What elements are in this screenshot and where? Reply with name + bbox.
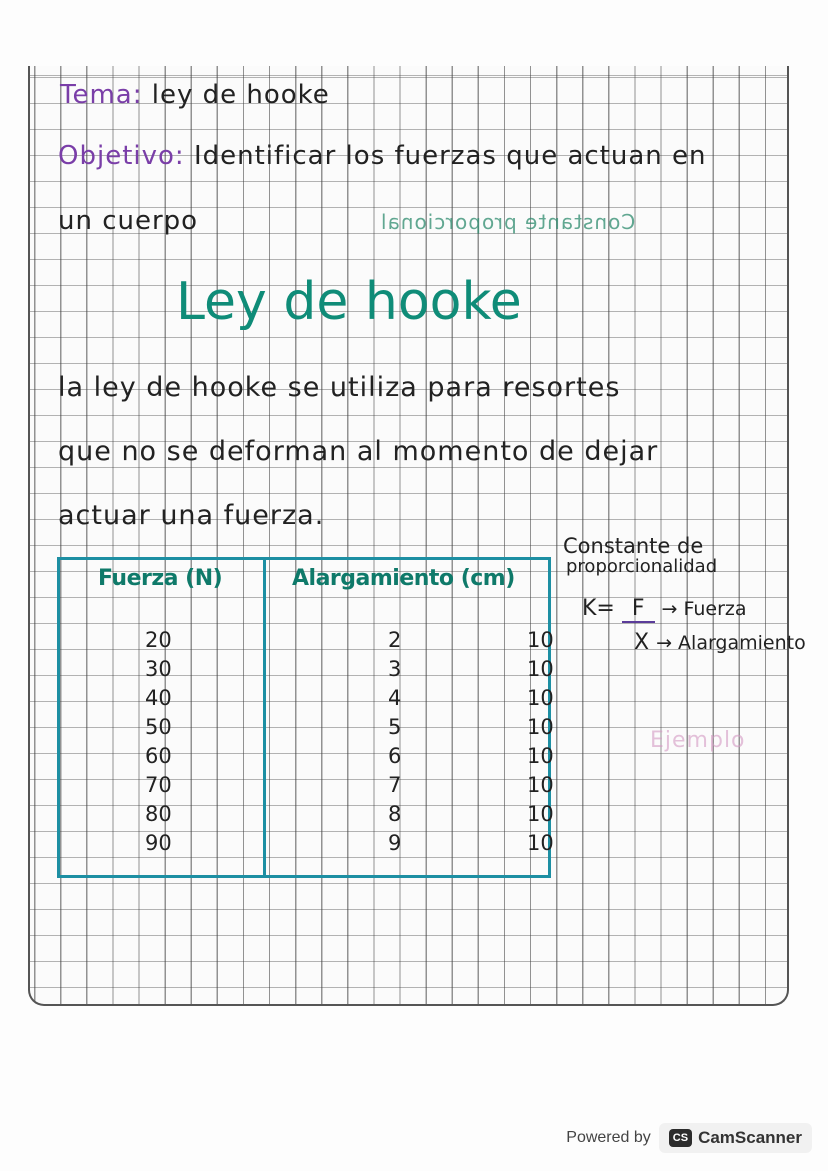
formula-lhs: K=: [582, 596, 615, 621]
table-cell: 40: [145, 686, 172, 710]
header-alargamiento: Alargamiento (cm): [292, 566, 515, 591]
table-cell: 3: [388, 657, 402, 681]
table-divider: [263, 560, 266, 875]
paragraph-line: la ley de hooke se utiliza para resortes: [58, 372, 621, 403]
page-title: Ley de hooke: [176, 272, 522, 332]
table-cell: 9: [388, 831, 402, 855]
table-cell: 6: [388, 744, 402, 768]
k-column: [527, 626, 554, 858]
table-cell: 50: [145, 715, 172, 739]
header-fuerza: Fuerza (N): [98, 566, 223, 591]
numerator-label: → Fuerza: [661, 598, 747, 620]
table-cell: 30: [145, 657, 172, 681]
table-cell: 20: [145, 628, 172, 652]
bleed-through-text: Constante proporcional: [380, 210, 636, 234]
table-cell: 10: [527, 802, 554, 826]
denominator-label: → Alargamiento: [656, 632, 806, 654]
paragraph-line: que no se deforman al momento de dejar: [58, 436, 659, 467]
camscanner-icon: CS: [669, 1129, 692, 1147]
formula: [582, 596, 747, 621]
objective-line: [58, 141, 707, 171]
topic-value: ley de hooke: [151, 80, 330, 110]
objective-label: Objetivo:: [58, 141, 185, 171]
table-cell: 60: [145, 744, 172, 768]
formula-caption: Constante de: [563, 534, 704, 558]
objective-text-2: un cuerpo: [58, 206, 199, 236]
topic-line: [60, 80, 330, 110]
table-cell: 4: [388, 686, 402, 710]
table-cell: 5: [388, 715, 402, 739]
formula-denominator: X: [634, 630, 650, 655]
formula-numerator: F: [622, 596, 655, 623]
table-cell: 7: [388, 773, 402, 797]
table-cell: 10: [527, 686, 554, 710]
faint-word: Ejemplo: [650, 728, 746, 753]
table-cell: 10: [527, 831, 554, 855]
formula-caption-2: proporcionalidad: [566, 556, 718, 577]
topic-label: Tema:: [60, 80, 143, 110]
table-cell: 90: [145, 831, 172, 855]
table-cell: 2: [388, 628, 402, 652]
formula-denominator-line: [634, 630, 806, 655]
powered-by-text: Powered by: [566, 1129, 651, 1146]
table-cell: 80: [145, 802, 172, 826]
table-cell: 10: [527, 628, 554, 652]
paragraph-line: actuar una fuerza.: [58, 500, 325, 531]
camscanner-badge: [659, 1123, 812, 1153]
table-cell: 70: [145, 773, 172, 797]
fuerza-column: [145, 626, 172, 858]
table-cell: 10: [527, 657, 554, 681]
table-cell: 10: [527, 773, 554, 797]
table-cell: 8: [388, 802, 402, 826]
camscanner-brand: CamScanner: [698, 1128, 802, 1147]
alargamiento-column: [388, 626, 401, 858]
objective-text: Identificar los fuerzas que actuan en: [193, 141, 707, 171]
footer-watermark: [566, 1123, 812, 1153]
table-cell: 10: [527, 715, 554, 739]
table-cell: 10: [527, 744, 554, 768]
data-table: [57, 557, 554, 878]
